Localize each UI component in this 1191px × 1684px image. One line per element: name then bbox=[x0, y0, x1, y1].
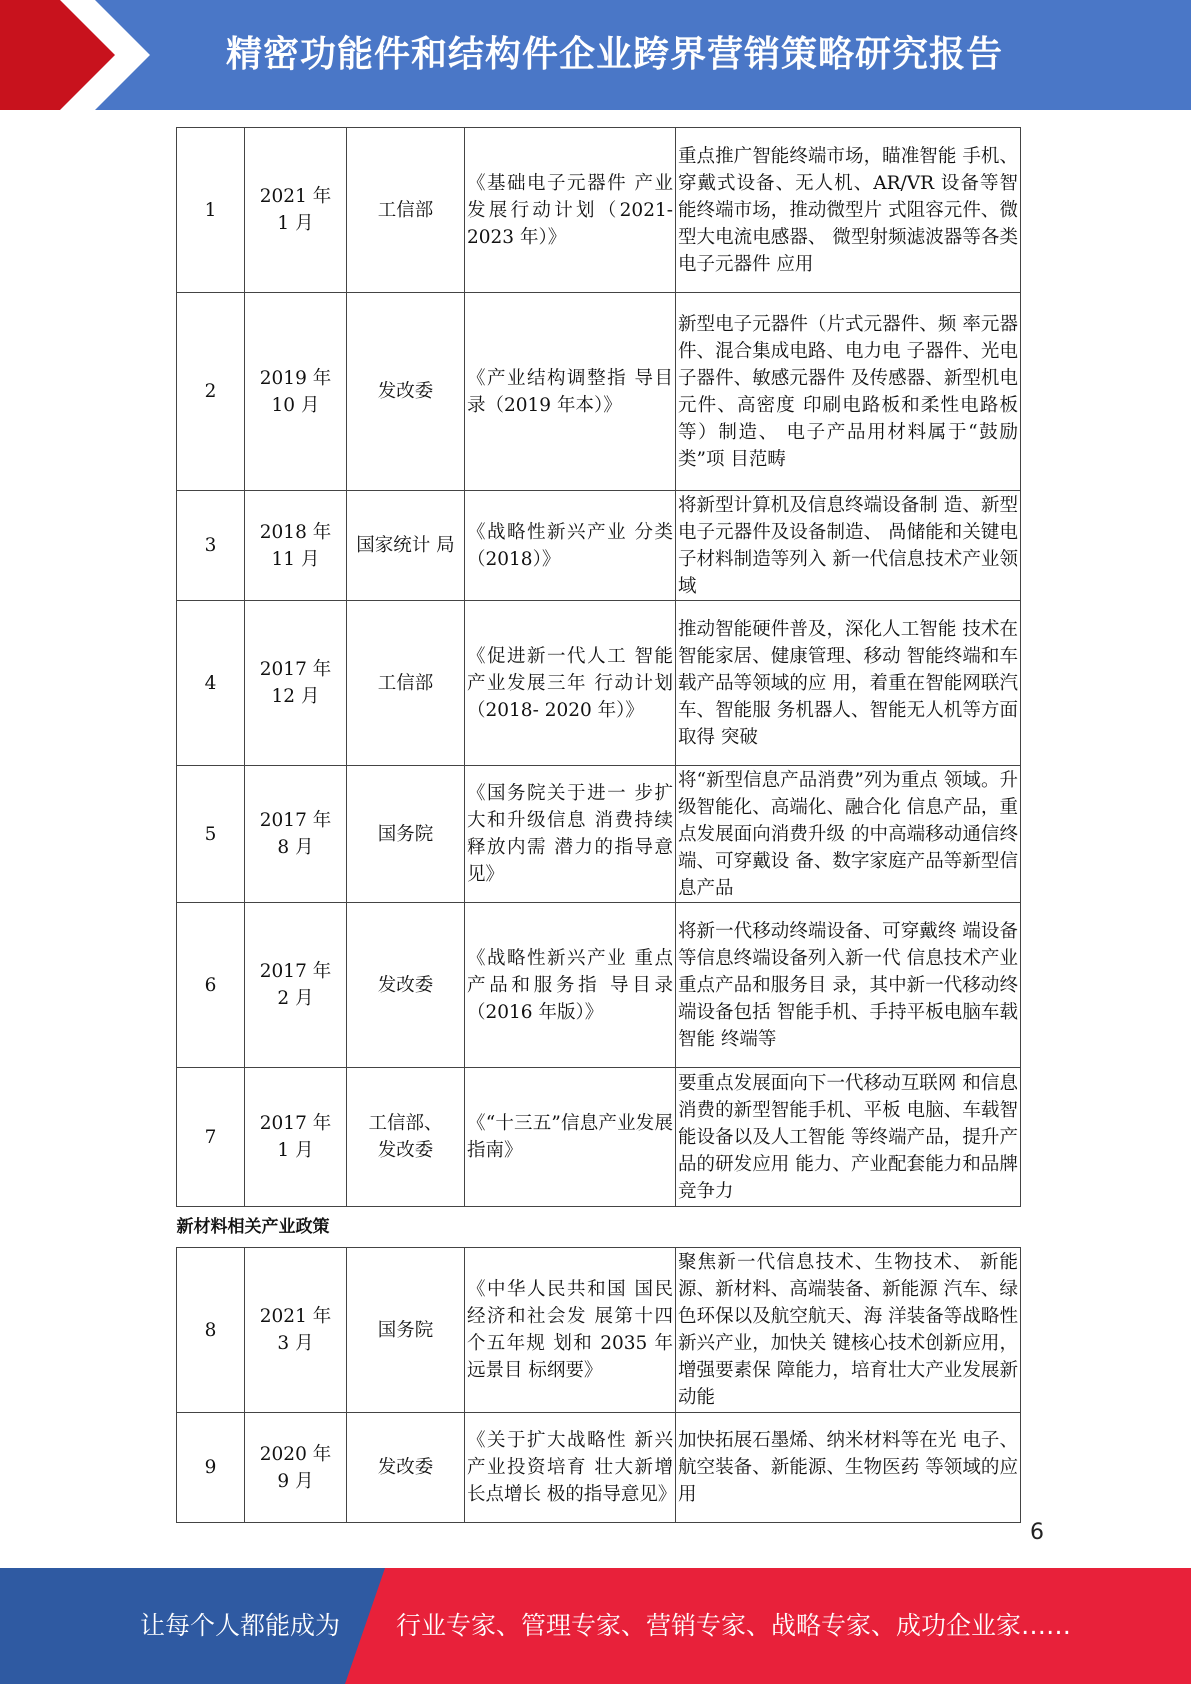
release-date: 2019 年 10 月 bbox=[245, 293, 347, 491]
footer-slogan-right: 行业专家、管理专家、营销专家、战略专家、成功企业家…… bbox=[396, 1611, 1072, 1640]
table-row bbox=[177, 128, 1021, 293]
department: 国务院 bbox=[347, 766, 465, 903]
row-number: 9 bbox=[177, 1413, 245, 1523]
department: 国务院 bbox=[347, 1248, 465, 1413]
table-row bbox=[177, 1248, 1021, 1413]
policy-document: 《战略性新兴产业 分类（2018）》 bbox=[465, 491, 676, 601]
row-number: 8 bbox=[177, 1248, 245, 1413]
table-row bbox=[177, 766, 1021, 903]
policy-document: 《国务院关于进一 步扩大和升级信息 消费持续释放内需 潜力的指导意见》 bbox=[465, 766, 676, 903]
policy-document: 《关于扩大战略性 新兴产业投资培育 壮大新增长点增长 极的指导意见》 bbox=[465, 1413, 676, 1523]
section-title: 新材料相关产业政策 bbox=[177, 1207, 1021, 1248]
release-date: 2017 年 12 月 bbox=[245, 601, 347, 766]
department: 工信部、 发改委 bbox=[347, 1068, 465, 1207]
policy-description: 将新一代移动终端设备、可穿戴终 端设备等信息终端设备列入新一代 信息技术产业重点产品和服务目 录，其中新一代移动终端设备包括 智能手机、手持平板电脑车载智能 终端等 bbox=[676, 903, 1021, 1068]
release-date: 2017 年 2 月 bbox=[245, 903, 347, 1068]
policy-description: 要重点发展面向下一代移动互联网 和信息消费的新型智能手机、平板 电脑、车载智能设备以及人工智能 等终端产品，提升产品的研发应用 能力、产业配套能力和品牌竞争力 bbox=[676, 1068, 1021, 1207]
table-row bbox=[177, 491, 1021, 601]
section-row bbox=[177, 1207, 1021, 1248]
department: 发改委 bbox=[347, 293, 465, 491]
table-row bbox=[177, 601, 1021, 766]
policy-document: 《促进新一代人工 智能产业发展三年 行动计划（2018- 2020 年）》 bbox=[465, 601, 676, 766]
header-banner bbox=[0, 0, 1191, 110]
policy-document: 《基础电子元器件 产业发展行动计划（2021-2023 年）》 bbox=[465, 128, 676, 293]
row-number: 1 bbox=[177, 128, 245, 293]
policy-table bbox=[176, 127, 1021, 1523]
release-date: 2017 年 8 月 bbox=[245, 766, 347, 903]
table-row bbox=[177, 1413, 1021, 1523]
department: 发改委 bbox=[347, 1413, 465, 1523]
department: 工信部 bbox=[347, 601, 465, 766]
policy-document: 《中华人民共和国 国民经济和社会发 展第十四个五年规 划和 2035 年远景目 标纲要》 bbox=[465, 1248, 676, 1413]
page-number: 6 bbox=[1030, 1520, 1044, 1545]
department: 工信部 bbox=[347, 128, 465, 293]
table-row bbox=[177, 293, 1021, 491]
row-number: 6 bbox=[177, 903, 245, 1068]
row-number: 3 bbox=[177, 491, 245, 601]
release-date: 2020 年 9 月 bbox=[245, 1413, 347, 1523]
release-date: 2017 年 1 月 bbox=[245, 1068, 347, 1207]
policy-description: 聚焦新一代信息技术、生物技术、 新能源、新材料、高端装备、新能源 汽车、绿色环保以及航空航天、海 洋装备等战略性新兴产业，加快关 键核心技术创新应用，增强要素保 障能力，培育壮大产业发展新动能 bbox=[676, 1248, 1021, 1413]
policy-description: 加快拓展石墨烯、纳米材料等在光 电子、航空装备、新能源、生物医药 等领域的应用 bbox=[676, 1413, 1021, 1523]
policy-document: 《战略性新兴产业 重点产品和服务指 导目录（2016 年版）》 bbox=[465, 903, 676, 1068]
row-number: 7 bbox=[177, 1068, 245, 1207]
footer-banner bbox=[0, 1568, 1191, 1684]
policy-document: 《产业结构调整指 导目录（2019 年本）》 bbox=[465, 293, 676, 491]
table-row bbox=[177, 903, 1021, 1068]
department: 发改委 bbox=[347, 903, 465, 1068]
policy-description: 将新型计算机及信息终端设备制 造、新型电子元器件及设备制造、 咼储能和关键电子材料制造等列入 新一代信息技术产业领域 bbox=[676, 491, 1021, 601]
department: 国家统计 局 bbox=[347, 491, 465, 601]
release-date: 2021 年 1 月 bbox=[245, 128, 347, 293]
policy-description: 推动智能硬件普及，深化人工智能 技术在智能家居、健康管理、移动 智能终端和车载产品等领域的应 用，着重在智能网联汽车、智能服 务机器人、智能无人机等方面取得 突破 bbox=[676, 601, 1021, 766]
row-number: 4 bbox=[177, 601, 245, 766]
policy-description: 新型电子元器件（片式元器件、频 率元器件、混合集成电路、电力电 子器件、光电子器件、敏感元器件 及传感器、新型机电元件、高密度 印刷电路板和柔性电路板等）制造、 电子产品用材料属于“鼓励类”项 目范畴 bbox=[676, 293, 1021, 491]
release-date: 2021 年 3 月 bbox=[245, 1248, 347, 1413]
policy-description: 将“新型信息产品消费”列为重点 领域。升级智能化、高端化、融合化 信息产品，重点发展面向消费升级 的中高端移动通信终端、可穿戴设 备、数字家庭产品等新型信息产品 bbox=[676, 766, 1021, 903]
policy-document: 《“十三五”信息产业发展指南》 bbox=[465, 1068, 676, 1207]
footer-slogan-left: 让每个人都能成为 bbox=[140, 1611, 341, 1640]
table-row bbox=[177, 1068, 1021, 1207]
release-date: 2018 年 11 月 bbox=[245, 491, 347, 601]
row-number: 5 bbox=[177, 766, 245, 903]
page-title: 精密功能件和结构件企业跨界营销策略研究报告 bbox=[226, 34, 1004, 75]
policy-description: 重点推广智能终端市场，瞄准智能 手机、穿戴式设备、无人机、AR/VR 设备等智能终端市场，推动微型片 式阻容元件、微型大电流电感器、 微型射频滤波器等各类电子元器件 应用 bbox=[676, 128, 1021, 293]
row-number: 2 bbox=[177, 293, 245, 491]
